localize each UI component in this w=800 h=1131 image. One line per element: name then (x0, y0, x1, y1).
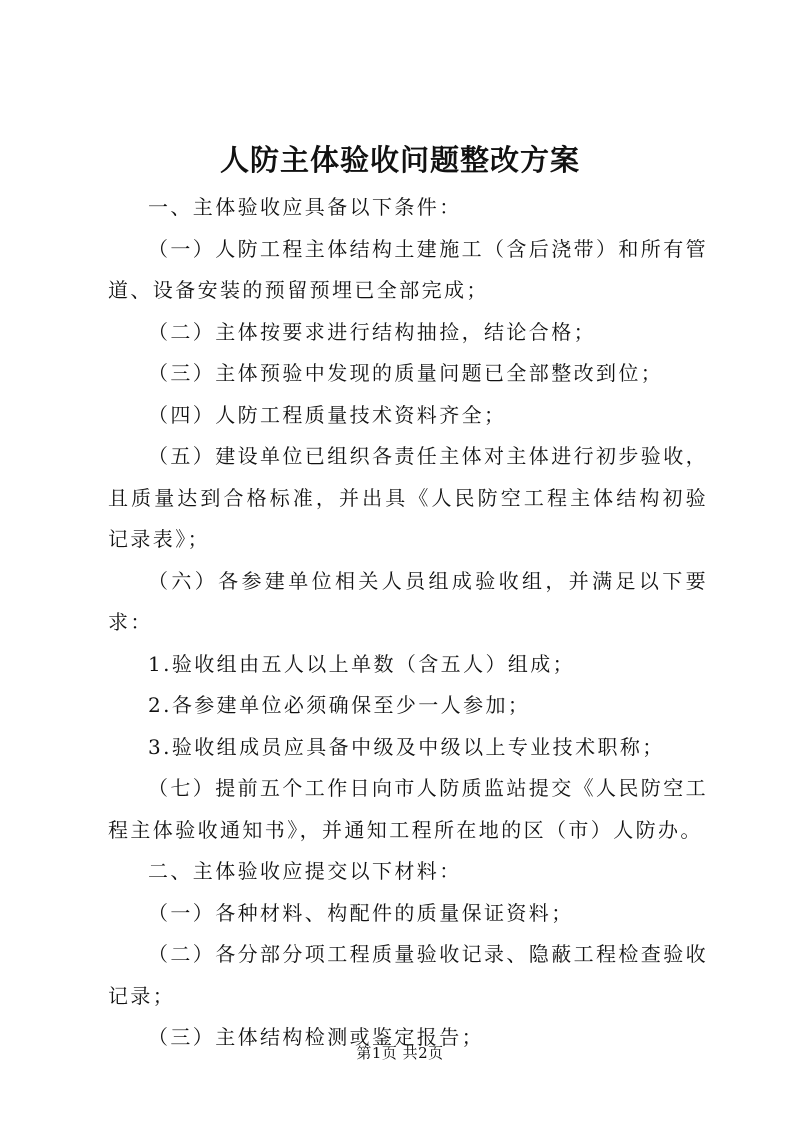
page-number: 第1页 共2页 (356, 1044, 444, 1062)
section-heading-1: 一、主体验收应具备以下条件： (148, 195, 462, 219)
condition-item-4: （四）人防工程质量技术资料齐全； (148, 402, 507, 427)
condition-item-5: （五）建设单位已组织各责任主体对主体进行初步验收，且质量达到合格标准，并出具《人民防空工程主体结构初验记录表》； (108, 444, 708, 551)
material-item-3: （三）主体结构检测或鉴定报告； (148, 1025, 484, 1049)
document-body (108, 187, 708, 1059)
condition-item-7: （七）提前五个工作日向市人防质监站提交《人民防空工程主体验收通知书》，并通知工程所在地的区（市）人防办。 (108, 776, 708, 842)
material-item-1: （一）各种材料、构配件的质量保证资料； (148, 900, 574, 925)
condition-item-2: （二）主体按要求进行结构抽捡，结论合格； (148, 319, 596, 344)
material-item-2: （二）各分部分项工程质量验收记录、隐蔽工程检查验收记录； (108, 942, 708, 1008)
section-heading-2: 二、主体验收应提交以下材料： (148, 859, 462, 883)
requirement-item-3: 3.验收组成员应具备中级及中级以上专业技术职称； (148, 734, 665, 759)
condition-item-3: （三）主体预验中发现的质量问题已全部整改到位； (148, 361, 664, 385)
condition-item-1: （一）人防工程主体结构土建施工（含后浇带）和所有管道、设备安装的预留预埋已全部完成； (108, 236, 708, 302)
condition-item-6: （六）各参建单位相关人员组成验收组，并满足以下要求： (108, 568, 708, 634)
requirement-item-2: 2.各参建单位必须确保至少一人参加； (148, 693, 531, 717)
document-title: 人防主体验收问题整改方案 (219, 143, 580, 177)
requirement-item-1: 1.验收组由五人以上单数（含五人）组成； (148, 651, 576, 676)
